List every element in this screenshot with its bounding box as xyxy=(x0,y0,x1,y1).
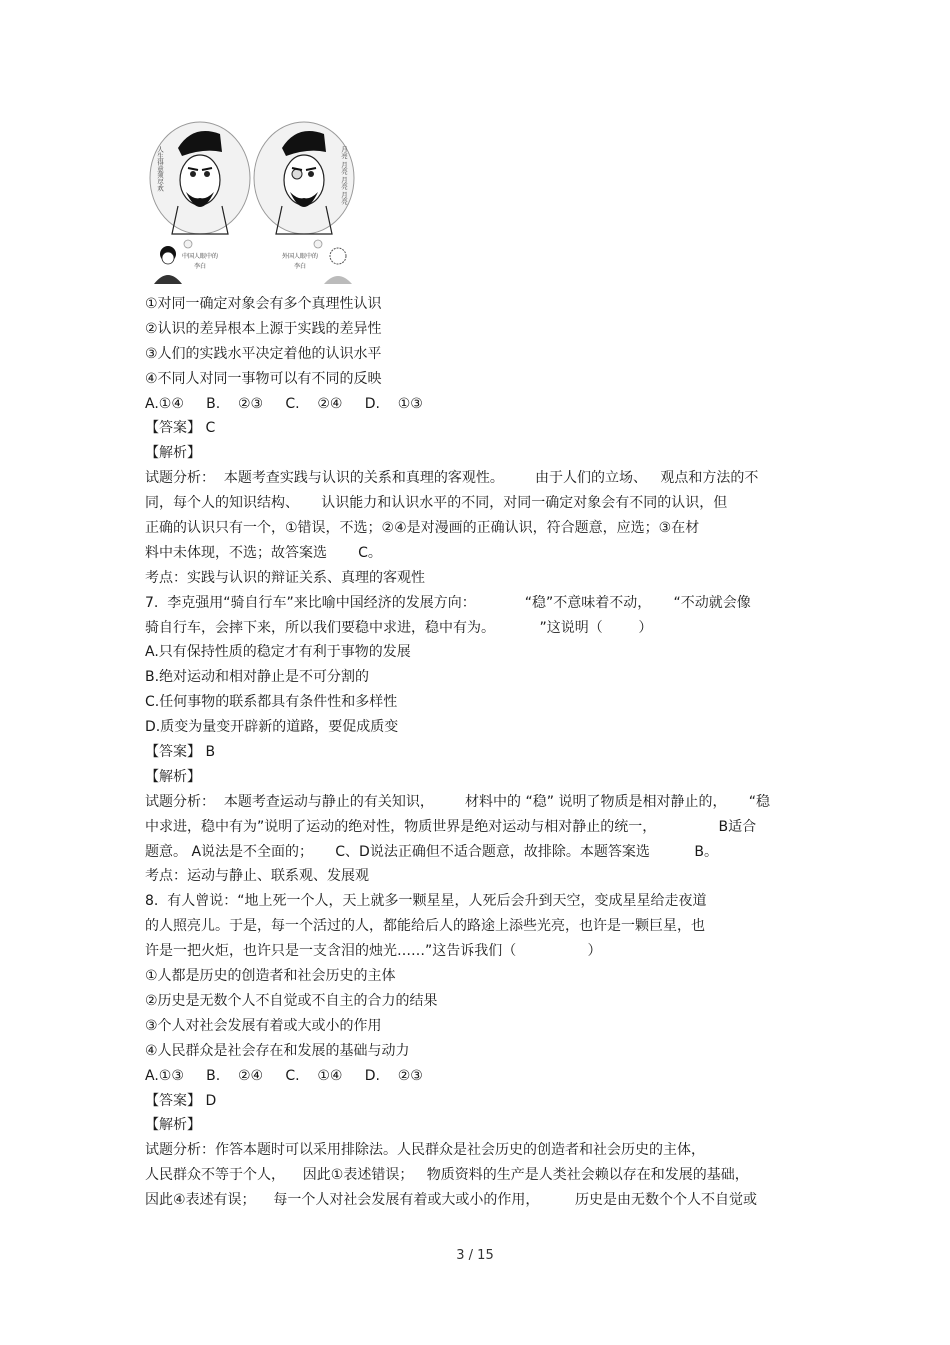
option-line: ②认识的差异根本上源于实践的差异性 xyxy=(145,320,382,337)
analysis-text: 试题分析： 本题考查实践与认识的关系和真理的客观性。 由于人们的立场、 观点和方法的不 xyxy=(145,470,759,487)
option-line: ③个人对社会发展有着或大或小的作用 xyxy=(145,1017,382,1034)
analysis-text: 料中未体现，不选；故答案选 C。 xyxy=(145,544,382,561)
analysis-text: 因此④表述有误； 每一个人对社会发展有着或大或小的作用， 历史是由无数个个人不自觉或 xyxy=(145,1192,757,1209)
analysis-text: 人民群众不等于个人， 因此①表述错误； 物质资料的生产是人类社会赖以存在和发展的基础， xyxy=(145,1167,749,1184)
left-bubble-text: 人生得意须尽欢 xyxy=(156,146,164,192)
question-8-text: 许是一把火炬，也许只是一支含泪的烛光……”这告诉我们（ ） xyxy=(145,943,602,960)
right-bubble-text: 月亮 月亮 月亮 月亮 xyxy=(340,146,348,205)
analysis-text: 试题分析： 本题考查运动与静止的有关知识， 材料中的 “稳” 说明了物质是相对静止的， “稳 xyxy=(145,793,770,810)
analysis-text: 正确的认识只有一个，①错误，不选；②④是对漫画的正确认识，符合题意，应选；③在材 xyxy=(145,520,700,537)
question-7-text: 骑自行车，会摔下来，所以我们要稳中求进，稳中有为。 ”这说明（ ） xyxy=(145,619,653,636)
right-caption-line1: 外国人眼中的 xyxy=(281,253,319,260)
question-8-text: 8. 有人曾说：“地上死一个人，天上就多一颗星星，人死后会升到天空，变成星星给走夜道 xyxy=(145,893,707,910)
answer-line: 【答案】 C xyxy=(145,420,216,437)
option-line: ④不同人对同一事物可以有不同的反映 xyxy=(145,370,382,387)
analysis-text: 同，每个人的知识结构、 认识能力和认识水平的不同，对同一确定对象会有不同的认识，但 xyxy=(145,495,728,512)
key-point-line: 考点：运动与静止、联系观、发展观 xyxy=(145,868,369,885)
analysis-text: 中求进，稳中有为”说明了运动的绝对性，物质世界是绝对运动与相对静止的统一， B适合 xyxy=(145,818,757,835)
analysis-heading: 【解析】 xyxy=(145,768,201,785)
option-line: C.任何事物的联系都具有条件性和多样性 xyxy=(145,694,398,711)
question-7-text: 7. 李克强用“骑自行车”来比喻中国经济的发展方向： “稳”不意味着不动， “不动就会像 xyxy=(145,594,751,611)
answer-line: 【答案】 B xyxy=(145,744,216,761)
option-line: A.只有保持性质的稳定才有利于事物的发展 xyxy=(145,644,411,661)
answer-line: 【答案】 D xyxy=(145,1092,217,1109)
analysis-text: 试题分析：作答本题时可以采用排除法。人民群众是社会历史的创造者和社会历史的主体， xyxy=(145,1142,705,1159)
analysis-text: 题意。 A说法是不全面的； C、D说法正确但不适合题意，故排除。本题答案选 B。 xyxy=(145,843,718,860)
option-line: ①人都是历史的创造者和社会历史的主体 xyxy=(145,968,396,985)
cartoon-figure xyxy=(148,118,358,288)
option-line: D.质变为量变开辟新的道路，要促成质变 xyxy=(145,719,399,736)
option-line: ③人们的实践水平决定着他的认识水平 xyxy=(145,345,382,362)
choice-line: A.①③ B. ②④ C. ①④ D. ②③ xyxy=(145,1067,423,1084)
left-caption-line2: 李白 xyxy=(193,263,207,270)
document-body xyxy=(145,292,815,1213)
right-caption-line2: 李白 xyxy=(293,263,307,270)
chinese-person-icon xyxy=(154,246,182,284)
option-line: ①对同一确定对象会有多个真理性认识 xyxy=(145,296,382,312)
key-point-line: 考点：实践与认识的辩证关系、真理的客观性 xyxy=(145,569,425,586)
page-number: 3 / 15 xyxy=(456,1248,494,1263)
analysis-heading: 【解析】 xyxy=(145,445,201,462)
question-8-text: 的人照亮儿。于是，每一个活过的人，都能给后人的路途上添些光亮，也许是一颗巨星，也 xyxy=(145,918,705,935)
analysis-heading: 【解析】 xyxy=(145,1117,201,1134)
choice-line: A.①④ B. ②③ C. ②④ D. ①③ xyxy=(145,395,423,412)
left-caption-line1: 中国人眼中的 xyxy=(181,253,219,260)
option-line: ④人民群众是社会存在和发展的基础与动力 xyxy=(145,1042,410,1059)
foreign-person-icon xyxy=(324,248,352,284)
li-bai-cartoon-image xyxy=(148,118,358,288)
option-line: ②历史是无数个人不自觉或不自主的合力的结果 xyxy=(145,992,438,1009)
option-line: B.绝对运动和相对静止是不可分割的 xyxy=(145,669,370,686)
